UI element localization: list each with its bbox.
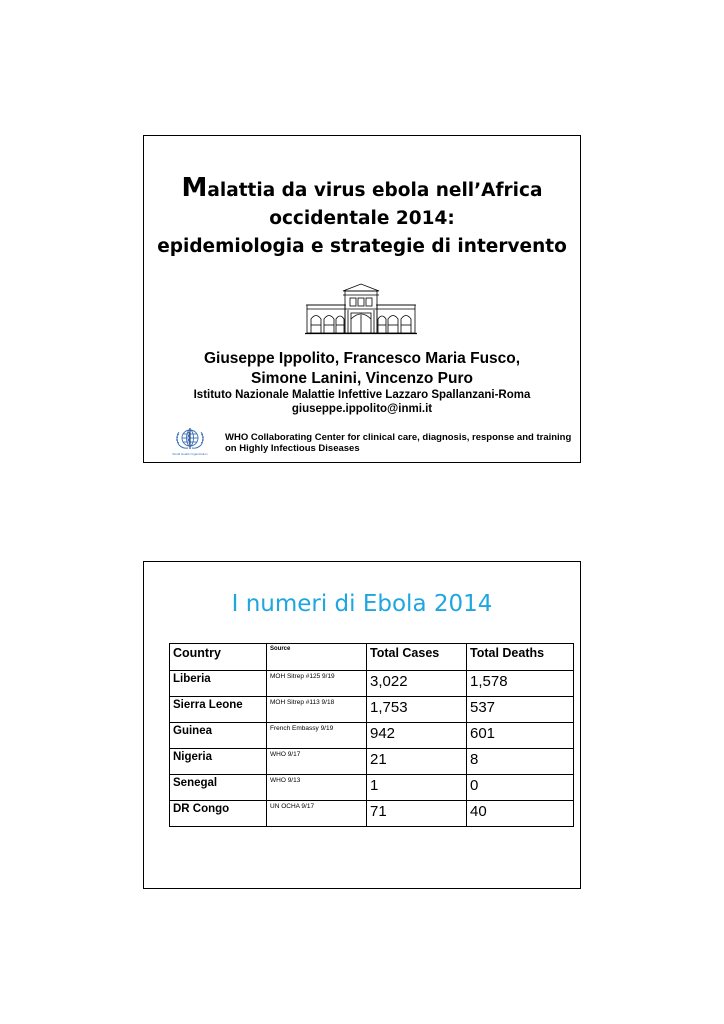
cell-country: Liberia [170, 671, 267, 697]
table-row [170, 775, 574, 801]
who-emblem-icon [170, 424, 210, 458]
cell-total-cases: 21 [367, 749, 467, 775]
title-slide [143, 135, 581, 463]
cell-total-deaths: 1,578 [467, 671, 574, 697]
cell-total-deaths: 40 [467, 801, 574, 827]
slide-title: I numeri di Ebola 2014 [231, 591, 493, 617]
cell-total-deaths: 601 [467, 723, 574, 749]
who-collaborating-center: WHO Collaborating Center for clinical care, diagnosis, response and training on Highly Infectious Diseases [225, 432, 572, 454]
cell-total-cases: 942 [367, 723, 467, 749]
cell-country: Nigeria [170, 749, 267, 775]
title-line-2: occidentale 2014: [269, 208, 455, 229]
cell-country: DR Congo [170, 801, 267, 827]
email-address: giuseppe.ippolito@inmi.it [291, 403, 433, 415]
slide-title [144, 174, 580, 261]
cell-total-cases: 1 [367, 775, 467, 801]
table-row [170, 671, 574, 697]
authors-line-2: Simone Lanini, Vincenzo Puro [251, 370, 473, 387]
title-initial: M [181, 173, 208, 203]
cell-source: UN OCHA 9/17 [267, 801, 367, 827]
title-line-1 [144, 174, 580, 205]
table-row [170, 801, 574, 827]
ebola-numbers-slide [143, 561, 581, 889]
cell-country: Guinea [170, 723, 267, 749]
institution-block [144, 388, 580, 416]
authors-line-1: Giuseppe Ippolito, Francesco Maria Fusco, [203, 350, 521, 367]
authors [144, 349, 580, 389]
cell-source: MOH Sitrep #125 9/19 [267, 671, 367, 697]
column-header-country: Country [170, 644, 267, 671]
cell-total-cases: 1,753 [367, 697, 467, 723]
table-row [170, 749, 574, 775]
cell-source: WHO 9/13 [267, 775, 367, 801]
cell-source: MOH Sitrep #113 9/18 [267, 697, 367, 723]
cell-country: Senegal [170, 775, 267, 801]
column-header-source: Source [267, 644, 367, 671]
title-line-3: epidemiologia e strategie di intervento [157, 236, 567, 257]
ebola-cases-table [169, 643, 574, 827]
who-logo-caption: World Health Organization [172, 452, 208, 456]
cell-source: WHO 9/17 [267, 749, 367, 775]
table-header-row [170, 644, 574, 671]
column-header-total-deaths: Total Deaths [467, 644, 574, 671]
cell-total-cases: 71 [367, 801, 467, 827]
cell-country: Sierra Leone [170, 697, 267, 723]
column-header-total-cases: Total Cases [367, 644, 467, 671]
cell-total-cases: 3,022 [367, 671, 467, 697]
title-line-1-text: alattia da virus ebola nell’Africa [207, 180, 543, 201]
table-row [170, 697, 574, 723]
cell-total-deaths: 8 [467, 749, 574, 775]
cell-source: French Embassy 9/19 [267, 723, 367, 749]
institute-building-illustration [305, 283, 417, 335]
table-row [170, 723, 574, 749]
cell-total-deaths: 0 [467, 775, 574, 801]
institution-name: Istituto Nazionale Malattie Infettive Lazzaro Spallanzani-Roma [193, 389, 531, 401]
cell-total-deaths: 537 [467, 697, 574, 723]
